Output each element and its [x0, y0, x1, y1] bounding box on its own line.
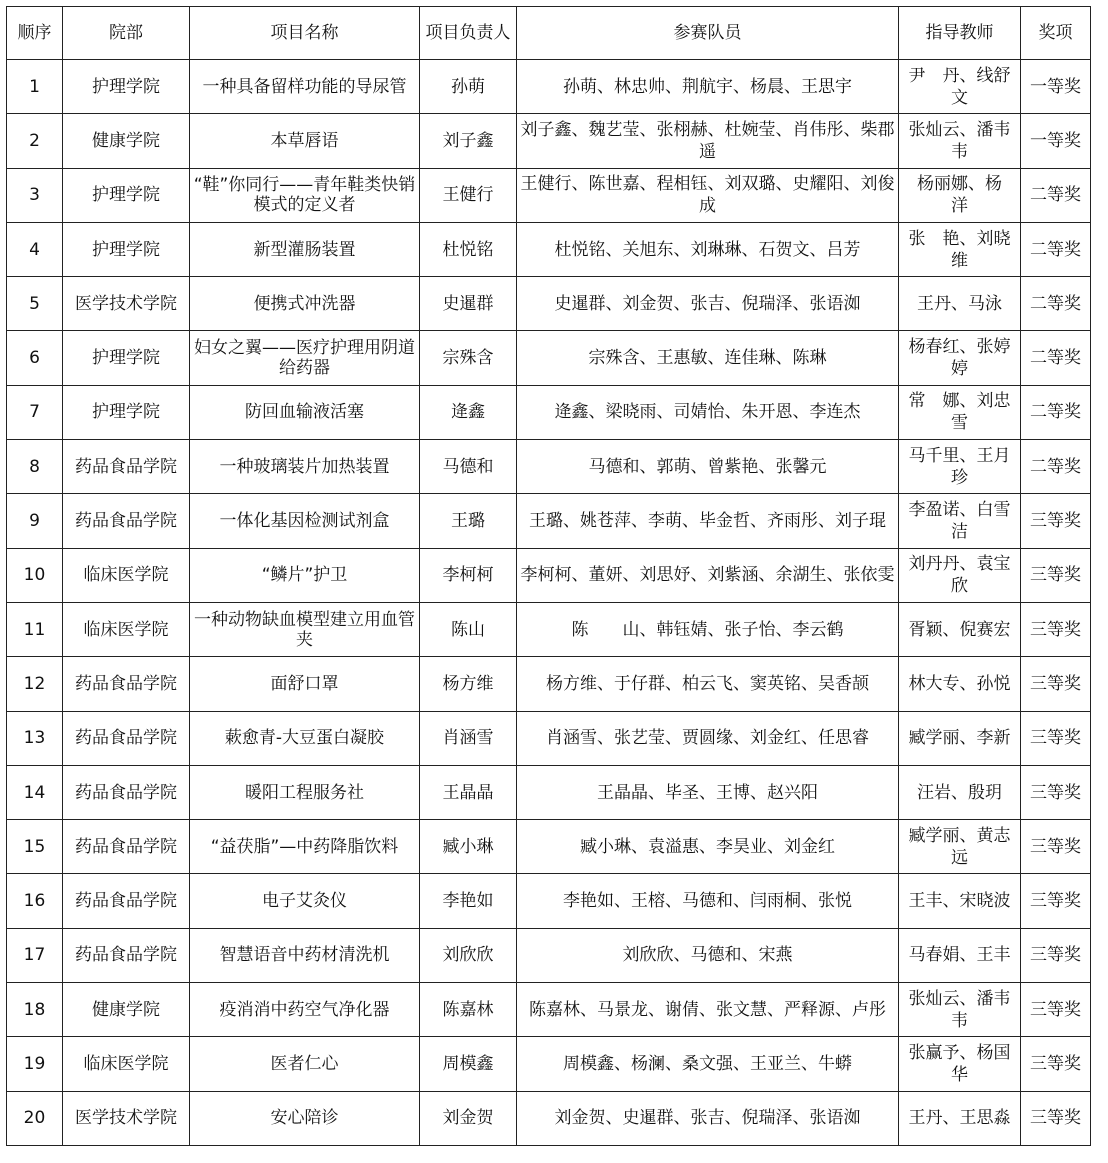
cell-advisor: 李盈诺、白雪洁 [899, 494, 1021, 548]
cell-dept: 药品食品学院 [63, 711, 190, 765]
cell-order: 13 [7, 711, 63, 765]
cell-order: 18 [7, 983, 63, 1037]
cell-team: 逄鑫、梁晓雨、司婧怡、朱开恩、李连杰 [517, 385, 899, 439]
cell-project: 医者仁心 [190, 1037, 420, 1091]
cell-project: 电子艾灸仪 [190, 874, 420, 928]
table-row [7, 494, 1091, 548]
cell-leader: 杨方维 [420, 657, 517, 711]
table-row [7, 60, 1091, 114]
cell-order: 19 [7, 1037, 63, 1091]
cell-dept: 药品食品学院 [63, 820, 190, 874]
cell-award: 三等奖 [1021, 548, 1091, 602]
cell-team: 周模鑫、杨澜、桑文强、王亚兰、牛蟒 [517, 1037, 899, 1091]
cell-advisor: 张灿云、潘韦韦 [899, 114, 1021, 168]
cell-leader: 刘金贺 [420, 1091, 517, 1145]
cell-dept: 护理学院 [63, 331, 190, 385]
cell-dept: 医学技术学院 [63, 277, 190, 331]
cell-team: 王健行、陈世嘉、程相钰、刘双璐、史耀阳、刘俊成 [517, 168, 899, 222]
cell-advisor: 刘丹丹、袁宝欣 [899, 548, 1021, 602]
table-row [7, 928, 1091, 982]
cell-dept: 药品食品学院 [63, 928, 190, 982]
awards-table [6, 6, 1091, 1146]
cell-order: 5 [7, 277, 63, 331]
cell-project: 便携式冲洗器 [190, 277, 420, 331]
cell-team: 李艳如、王榕、马德和、闫雨桐、张悦 [517, 874, 899, 928]
table-row [7, 222, 1091, 276]
table-row [7, 331, 1091, 385]
cell-award: 三等奖 [1021, 820, 1091, 874]
cell-order: 9 [7, 494, 63, 548]
cell-award: 二等奖 [1021, 277, 1091, 331]
cell-leader: 陈嘉林 [420, 983, 517, 1037]
cell-project: 一种玻璃装片加热装置 [190, 440, 420, 494]
cell-award: 三等奖 [1021, 983, 1091, 1037]
cell-project: 新型灌肠装置 [190, 222, 420, 276]
cell-order: 15 [7, 820, 63, 874]
cell-team: 刘欣欣、马德和、宋燕 [517, 928, 899, 982]
cell-order: 14 [7, 765, 63, 819]
cell-dept: 护理学院 [63, 168, 190, 222]
table-row [7, 168, 1091, 222]
header-advisor: 指导教师 [899, 7, 1021, 60]
cell-leader: 李艳如 [420, 874, 517, 928]
cell-award: 一等奖 [1021, 114, 1091, 168]
cell-award: 三等奖 [1021, 711, 1091, 765]
cell-leader: 肖涵雪 [420, 711, 517, 765]
cell-award: 三等奖 [1021, 602, 1091, 656]
cell-leader: 李柯柯 [420, 548, 517, 602]
cell-dept: 药品食品学院 [63, 874, 190, 928]
cell-advisor: 王丹、马泳 [899, 277, 1021, 331]
cell-order: 6 [7, 331, 63, 385]
header-leader: 项目负责人 [420, 7, 517, 60]
cell-advisor: 张灿云、潘韦韦 [899, 983, 1021, 1037]
cell-team: 陈嘉林、马景龙、谢倩、张文慧、严释源、卢彤 [517, 983, 899, 1037]
cell-leader: 陈山 [420, 602, 517, 656]
cell-leader: 宗殊含 [420, 331, 517, 385]
header-award: 奖项 [1021, 7, 1091, 60]
table-row [7, 1091, 1091, 1145]
cell-dept: 临床医学院 [63, 602, 190, 656]
cell-team: 陈 山、韩钰婧、张子怡、李云鹤 [517, 602, 899, 656]
cell-team: 马德和、郭萌、曾紫艳、张馨元 [517, 440, 899, 494]
cell-order: 4 [7, 222, 63, 276]
cell-advisor: 马春娟、王丰 [899, 928, 1021, 982]
cell-leader: 史暹群 [420, 277, 517, 331]
cell-team: 宗殊含、王惠敏、连佳琳、陈琳 [517, 331, 899, 385]
cell-leader: 周模鑫 [420, 1037, 517, 1091]
cell-project: 本草唇语 [190, 114, 420, 168]
cell-team: 肖涵雪、张艺莹、贾圆缘、刘金红、任思睿 [517, 711, 899, 765]
cell-order: 1 [7, 60, 63, 114]
cell-team: 刘子鑫、魏艺莹、张栩赫、杜婉莹、肖伟彤、柴郡遥 [517, 114, 899, 168]
awards-table-container [6, 6, 1090, 1146]
cell-award: 二等奖 [1021, 222, 1091, 276]
cell-project: 一体化基因检测试剂盒 [190, 494, 420, 548]
cell-advisor: 杨丽娜、杨 洋 [899, 168, 1021, 222]
cell-project: “鳞片”护卫 [190, 548, 420, 602]
cell-order: 20 [7, 1091, 63, 1145]
cell-advisor: 汪岩、殷玥 [899, 765, 1021, 819]
cell-team: 杜悦铭、关旭东、刘琳琳、石贺文、吕芳 [517, 222, 899, 276]
header-project: 项目名称 [190, 7, 420, 60]
cell-award: 三等奖 [1021, 1091, 1091, 1145]
cell-dept: 护理学院 [63, 222, 190, 276]
cell-advisor: 尹 丹、线舒文 [899, 60, 1021, 114]
cell-dept: 健康学院 [63, 114, 190, 168]
cell-order: 7 [7, 385, 63, 439]
cell-dept: 医学技术学院 [63, 1091, 190, 1145]
table-row [7, 657, 1091, 711]
table-row [7, 874, 1091, 928]
cell-award: 三等奖 [1021, 494, 1091, 548]
cell-team: 李柯柯、董妍、刘思妤、刘紫涵、余湖生、张依雯 [517, 548, 899, 602]
cell-project: “益茯脂”—中药降脂饮料 [190, 820, 420, 874]
cell-leader: 马德和 [420, 440, 517, 494]
cell-leader: 王晶晶 [420, 765, 517, 819]
cell-award: 二等奖 [1021, 331, 1091, 385]
cell-dept: 药品食品学院 [63, 765, 190, 819]
table-row [7, 765, 1091, 819]
header-order: 顺序 [7, 7, 63, 60]
table-row [7, 440, 1091, 494]
cell-team: 王晶晶、毕圣、王博、赵兴阳 [517, 765, 899, 819]
cell-team: 孙萌、林忠帅、荆航宇、杨晨、王思宇 [517, 60, 899, 114]
table-row [7, 1037, 1091, 1091]
cell-award: 一等奖 [1021, 60, 1091, 114]
table-row [7, 820, 1091, 874]
cell-order: 3 [7, 168, 63, 222]
cell-project: 一种具备留样功能的导尿管 [190, 60, 420, 114]
cell-order: 16 [7, 874, 63, 928]
cell-leader: 杜悦铭 [420, 222, 517, 276]
cell-award: 二等奖 [1021, 385, 1091, 439]
cell-dept: 药品食品学院 [63, 440, 190, 494]
header-team: 参赛队员 [517, 7, 899, 60]
cell-leader: 刘子鑫 [420, 114, 517, 168]
cell-project: 防回血输液活塞 [190, 385, 420, 439]
cell-award: 三等奖 [1021, 874, 1091, 928]
cell-project: 疫消消中药空气净化器 [190, 983, 420, 1037]
cell-team: 刘金贺、史暹群、张吉、倪瑞泽、张语洳 [517, 1091, 899, 1145]
cell-leader: 孙萌 [420, 60, 517, 114]
cell-advisor: 林大专、孙悦 [899, 657, 1021, 711]
cell-team: 杨方维、于仔群、柏云飞、窦英铭、吴香颉 [517, 657, 899, 711]
table-row [7, 277, 1091, 331]
cell-project: 智慧语音中药材清洗机 [190, 928, 420, 982]
cell-leader: 王健行 [420, 168, 517, 222]
cell-award: 三等奖 [1021, 765, 1091, 819]
table-row [7, 548, 1091, 602]
cell-order: 10 [7, 548, 63, 602]
cell-order: 8 [7, 440, 63, 494]
cell-advisor: 王丹、王思淼 [899, 1091, 1021, 1145]
cell-award: 二等奖 [1021, 440, 1091, 494]
table-row [7, 602, 1091, 656]
table-row [7, 711, 1091, 765]
cell-project: 一种动物缺血模型建立用血管夹 [190, 602, 420, 656]
cell-award: 三等奖 [1021, 928, 1091, 982]
cell-dept: 药品食品学院 [63, 494, 190, 548]
table-row [7, 114, 1091, 168]
header-row [7, 7, 1091, 60]
cell-project: 面舒口罩 [190, 657, 420, 711]
cell-leader: 刘欣欣 [420, 928, 517, 982]
cell-advisor: 胥颖、倪赛宏 [899, 602, 1021, 656]
cell-advisor: 张赢予、杨国华 [899, 1037, 1021, 1091]
cell-order: 11 [7, 602, 63, 656]
cell-dept: 临床医学院 [63, 1037, 190, 1091]
cell-advisor: 杨春红、张婷婷 [899, 331, 1021, 385]
cell-dept: 临床医学院 [63, 548, 190, 602]
cell-advisor: 常 娜、刘忠雪 [899, 385, 1021, 439]
cell-order: 12 [7, 657, 63, 711]
cell-leader: 逄鑫 [420, 385, 517, 439]
table-row [7, 385, 1091, 439]
cell-advisor: 臧学丽、黄志远 [899, 820, 1021, 874]
cell-award: 三等奖 [1021, 1037, 1091, 1091]
cell-dept: 药品食品学院 [63, 657, 190, 711]
cell-dept: 护理学院 [63, 60, 190, 114]
cell-project: 妇女之翼——医疗护理用阴道给药器 [190, 331, 420, 385]
cell-order: 17 [7, 928, 63, 982]
header-dept: 院部 [63, 7, 190, 60]
cell-leader: 王璐 [420, 494, 517, 548]
cell-advisor: 马千里、王月珍 [899, 440, 1021, 494]
cell-award: 三等奖 [1021, 657, 1091, 711]
cell-advisor: 臧学丽、李新 [899, 711, 1021, 765]
cell-project: 蔌愈青-大豆蛋白凝胶 [190, 711, 420, 765]
table-body [7, 60, 1091, 1146]
cell-team: 史暹群、刘金贺、张吉、倪瑞泽、张语洳 [517, 277, 899, 331]
cell-dept: 健康学院 [63, 983, 190, 1037]
cell-project: 安心陪诊 [190, 1091, 420, 1145]
cell-order: 2 [7, 114, 63, 168]
cell-leader: 臧小琳 [420, 820, 517, 874]
cell-advisor: 张 艳、刘晓维 [899, 222, 1021, 276]
cell-project: “鞋”你同行——青年鞋类快销模式的定义者 [190, 168, 420, 222]
cell-team: 王璐、姚苍萍、李萌、毕金哲、齐雨彤、刘子琨 [517, 494, 899, 548]
cell-team: 臧小琳、袁溢惠、李昊业、刘金红 [517, 820, 899, 874]
cell-dept: 护理学院 [63, 385, 190, 439]
cell-award: 二等奖 [1021, 168, 1091, 222]
cell-advisor: 王丰、宋晓波 [899, 874, 1021, 928]
cell-project: 暖阳工程服务社 [190, 765, 420, 819]
table-row [7, 983, 1091, 1037]
